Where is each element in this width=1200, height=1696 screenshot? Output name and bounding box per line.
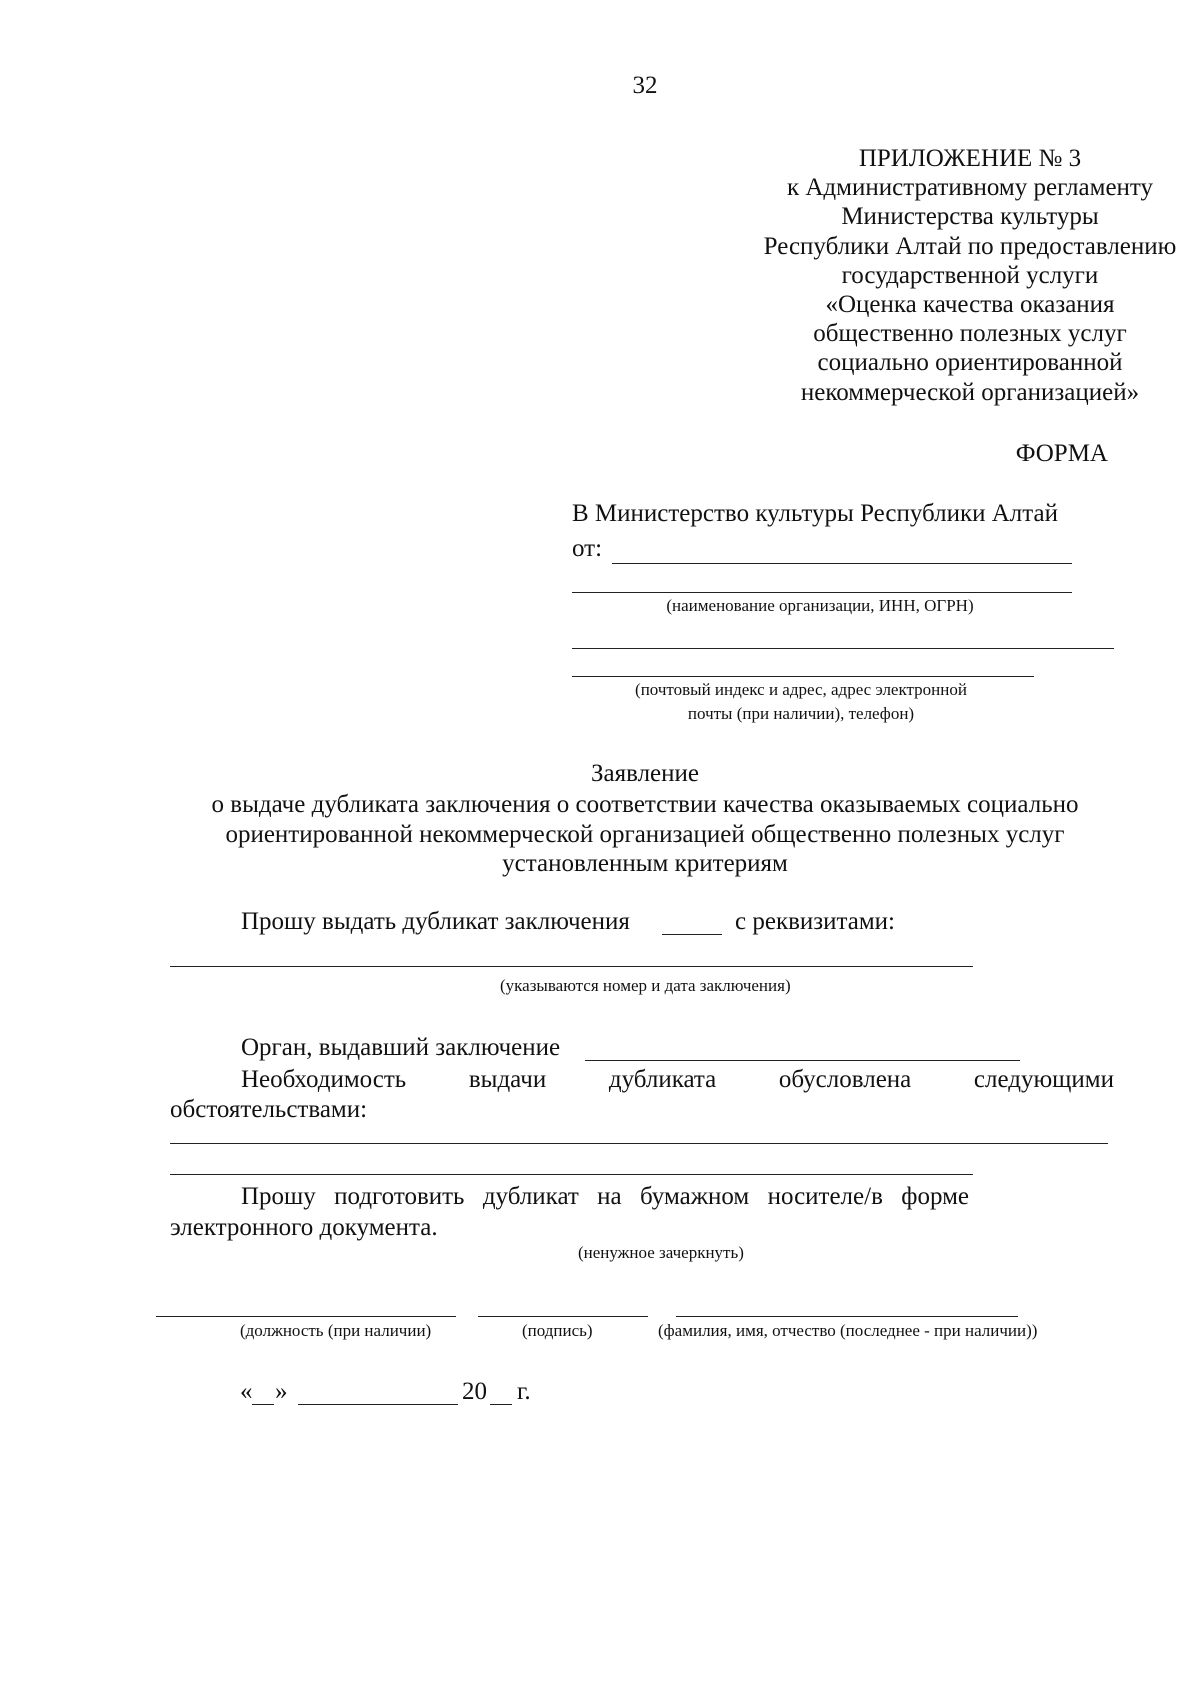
date-suffix: г.: [517, 1378, 531, 1405]
prepare-word: Прошу: [241, 1183, 316, 1210]
prepare-word: бумажном: [640, 1183, 750, 1210]
appendix-line: Республики Алтай по предоставлению: [763, 232, 1177, 260]
appendix-line: государственной услуги: [841, 261, 1099, 289]
necessity-text: [241, 1066, 1114, 1094]
statement-subtitle: о выдаче дубликата заключения о соответствии качества оказываемых социально ориентированной некоммерческой организацией общественно полезных услуг установленным критериям: [211, 791, 1079, 877]
date-year-prefix: 20: [462, 1378, 487, 1405]
issuing-body-label: Орган, выдавший заключение: [241, 1034, 561, 1061]
circumstances-blank-line-2[interactable]: [170, 1174, 973, 1175]
appendix-line: к Административному регламенту: [786, 174, 1154, 202]
request-duplicate-text: Прошу выдать дубликат заключения: [241, 908, 630, 935]
address-caption: [570, 678, 1032, 726]
necessity-word: дубликата: [608, 1066, 717, 1093]
address-blank-line-1[interactable]: [572, 648, 1114, 649]
requisites-blank-line[interactable]: [170, 966, 973, 967]
addressee: В Министерство культуры Республики Алтай: [572, 500, 1058, 527]
from-blank-line[interactable]: [612, 563, 1072, 564]
from-label: от:: [572, 535, 603, 562]
prepare-word: на: [597, 1183, 622, 1210]
full-name-blank-line[interactable]: [676, 1316, 1018, 1317]
position-caption: (должность (при наличии): [240, 1321, 432, 1340]
necessity-word: обусловлена: [778, 1066, 912, 1093]
necessity-word: следующими: [973, 1066, 1114, 1093]
form-label: ФОРМА: [1015, 440, 1108, 467]
necessity-word: выдачи: [468, 1066, 547, 1093]
date-close-quote: »: [275, 1378, 288, 1405]
appendix-header: [640, 144, 1200, 407]
signature-caption: (подпись): [522, 1321, 593, 1340]
issuing-body-blank-line[interactable]: [585, 1060, 1020, 1061]
prepare-word: форме: [901, 1183, 969, 1210]
organization-caption: (наименование организации, ИНН, ОГРН): [666, 596, 974, 615]
necessity-word: Необходимость: [241, 1066, 407, 1093]
prepare-word: подготовить: [334, 1183, 465, 1210]
conclusion-number-blank[interactable]: [662, 934, 722, 935]
address-caption-line: (почтовый индекс и адрес, адрес электронной: [635, 680, 967, 699]
position-blank-line[interactable]: [156, 1316, 456, 1317]
appendix-line: Министерства культуры: [841, 203, 1099, 231]
prepare-text: [241, 1183, 969, 1211]
circumstances-blank-line-1[interactable]: [170, 1143, 1108, 1144]
prepare-word: носителе/в: [767, 1183, 883, 1210]
appendix-line: ПРИЛОЖЕНИЕ № 3: [858, 145, 1082, 172]
appendix-line: некоммерческой организацией»: [800, 378, 1140, 406]
date-year-blank[interactable]: [490, 1404, 512, 1405]
address-blank-line-2[interactable]: [572, 676, 1034, 677]
cross-out-caption: (ненужное зачеркнуть): [578, 1243, 744, 1262]
full-name-caption: (фамилия, имя, отчество (последнее - при наличии)): [658, 1321, 1038, 1340]
prepare-text-end: электронного документа.: [170, 1214, 438, 1241]
statement-title: Заявление: [590, 760, 700, 787]
date-day-blank[interactable]: [252, 1404, 274, 1405]
address-caption-line: почты (при наличии), телефон): [687, 704, 915, 723]
organization-blank-line[interactable]: [572, 592, 1072, 593]
requisites-caption: (указываются номер и дата заключения): [500, 976, 791, 995]
appendix-line: социально ориентированной: [817, 349, 1123, 377]
prepare-word: дубликат: [482, 1183, 579, 1210]
date-open-quote: «: [240, 1378, 253, 1405]
appendix-line: «Оценка качества оказания: [825, 291, 1115, 319]
appendix-line: общественно полезных услуг: [813, 320, 1127, 348]
with-requisites-text: с реквизитами:: [735, 908, 895, 935]
page-number: 32: [632, 72, 658, 99]
date-month-blank[interactable]: [298, 1404, 458, 1405]
signature-blank-line[interactable]: [478, 1316, 648, 1317]
necessity-text-end: обстоятельствами:: [170, 1096, 368, 1123]
